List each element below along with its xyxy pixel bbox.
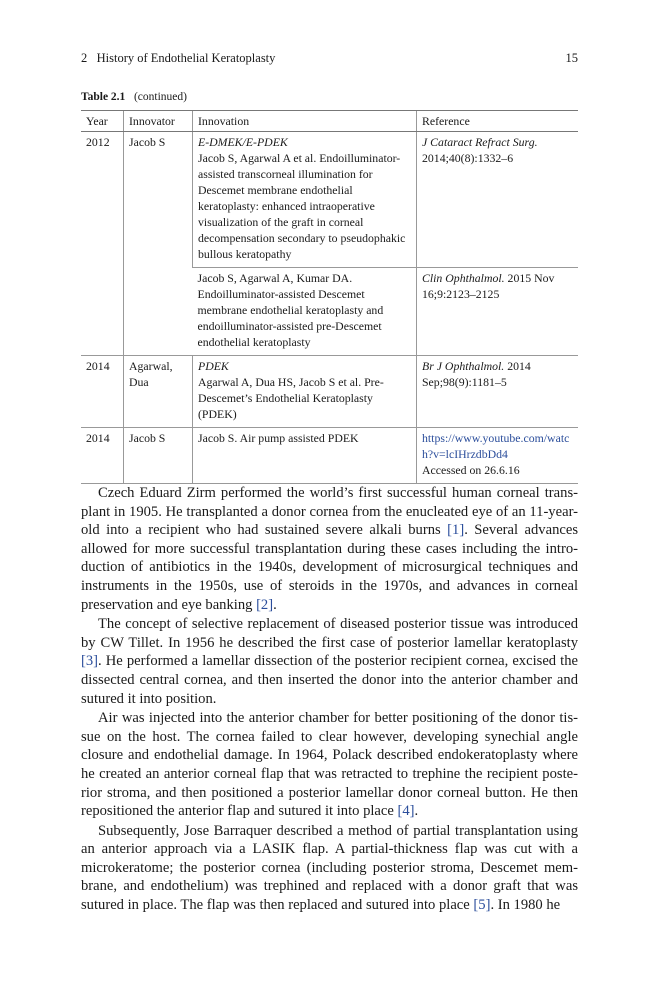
running-header (81, 51, 578, 66)
reference-accessed: Accessed on 26.6.16 (422, 463, 520, 477)
cell-reference (417, 268, 579, 356)
paragraph-text: . (273, 596, 277, 613)
paragraph (81, 615, 578, 708)
table-caption-text: (continued) (133, 91, 187, 103)
table-row (81, 428, 578, 484)
column-header-year: Year (81, 111, 124, 132)
innovation-text: Agarwal A, Dua HS, Jacob S et al. Pre-Descemet’s Endothelial Keratoplasty (PDEK) (198, 375, 384, 421)
cell-reference (417, 356, 579, 428)
citation-link[interactable]: [5] (473, 897, 491, 914)
paragraph-text: Subsequently, Jose Barraquer described a method of partial transplantation using an anterior approach via a LASIK flap. A partial-thickness flap was cut with a microkeratome; the posterior cornea (including posterior stroma, Descemet membrane, and endothelium) was trephined and replaced with a donor graft that was sutured in place. The flap was then replaced and sutured into place (81, 822, 578, 914)
citation-link[interactable]: [3] (81, 653, 99, 670)
cell-innovation (193, 132, 417, 268)
innovation-text: Jacob S, Agarwal A, Kumar DA. Endoilluminator-assisted Descemet membrane endothelial keratoplasty and endoilluminator-assisted pre-Descemet endothelial keratoplasty (197, 271, 384, 349)
innovation-text: Jacob S, Agarwal A et al. Endoilluminator-assisted transcorneal illumination for Descemet membrane endothelial keratoplasty: enhanced intraoperative visualization of the graft in corneal decompensation secondary to pseudophakic bullous keratopathy (198, 151, 406, 261)
cell-innovator: Jacob S (124, 428, 193, 484)
cell-innovator: Jacob S (124, 132, 193, 356)
column-header-innovator: Innovator (124, 111, 193, 132)
innovation-text: Jacob S. Air pump assisted PDEK (198, 431, 359, 445)
cell-innovation (193, 356, 417, 428)
cell-year: 2014 (81, 428, 124, 484)
reference-details: 2014;40(8):1332–6 (422, 151, 514, 165)
cell-innovator: Agarwal, Dua (124, 356, 193, 428)
cell-innovation (193, 428, 417, 484)
column-header-reference: Reference (417, 111, 579, 132)
reference-details: 2014 Sep;98(9):1181–5 (422, 359, 531, 389)
body-text (81, 484, 578, 915)
cell-year: 2014 (81, 356, 124, 428)
table-header-row (81, 111, 578, 132)
chapter-title: 2 History of Endothelial Keratoplasty (81, 51, 276, 65)
cell-year: 2012 (81, 132, 124, 356)
paragraph-text: The concept of selective replacement of diseased posterior tissue was introduced by CW Tillet. In 1956 he described the first case of posterior lamellar keratoplasty (81, 616, 578, 651)
table-row (81, 132, 578, 268)
citation-link[interactable]: [1] (447, 522, 465, 539)
reference-journal: J Cataract Refract Surg. (422, 135, 538, 149)
page-number: 15 (565, 51, 578, 65)
citation-link[interactable]: [2] (256, 596, 274, 613)
paragraph-text: . (414, 803, 419, 820)
innovation-title: E-DMEK/E-PDEK (198, 135, 288, 149)
paragraph-text: . Several advances allowed for more successful transplantation during these cases including the introduction of antibiotics in the 1940s, development of microsurgical techniques and instruments in the 1950s, use of steroids in the 1970s, and advances in corneal preservation and eye banking (81, 522, 579, 613)
paragraph-text: Czech Eduard Zirm performed the world’s first successful human corneal transplant in 1905. He transplanted a donor cornea from the enucleated eye of an 11-year-old into a recipient who had sustained severe alkali burns (81, 485, 578, 539)
reference-journal: Br J Ophthalmol. (422, 359, 505, 373)
paragraph (81, 484, 578, 614)
paragraph (81, 822, 578, 915)
column-header-innovation: Innovation (193, 111, 417, 132)
innovation-title: PDEK (198, 359, 229, 373)
reference-journal: Clin Ophthalmol. (422, 271, 505, 285)
paragraph (81, 709, 578, 821)
citation-link[interactable]: [4] (397, 803, 415, 820)
paragraph-text: Air was injected into the anterior chamber for better positioning of the donor tissue on the host. The cornea failed to clear however, developing synechial angle closure and endothelial damage. In 1964, Polack described endokeratoplasty where he created an anterior corneal flap that was retracted to trephine the recipient posterior stroma, and then positioned a posterior lamellar donor corneal button. He then repositioned the anterior flap and sutured it into place (81, 710, 578, 820)
innovation-table (81, 110, 578, 484)
youtube-link[interactable]: https://www.youtube.com/watch?v=lcIHrzdbDd4 (422, 431, 570, 461)
cell-reference (417, 428, 579, 484)
paragraph-text: . He performed a lamellar dissection of the posterior recipient cornea, excised the dissected central cornea, and then inserted the donor into the anterior chamber and sutured it into position. (81, 653, 578, 707)
table-label: Table 2.1 (81, 91, 126, 103)
table-caption (81, 91, 187, 103)
reference-details: 2015 Nov 16;9:2123–2125 (422, 271, 555, 301)
table-row (81, 356, 578, 428)
cell-innovation (193, 268, 417, 356)
paragraph-text: . In 1980 he (490, 897, 561, 914)
cell-reference (417, 132, 579, 268)
